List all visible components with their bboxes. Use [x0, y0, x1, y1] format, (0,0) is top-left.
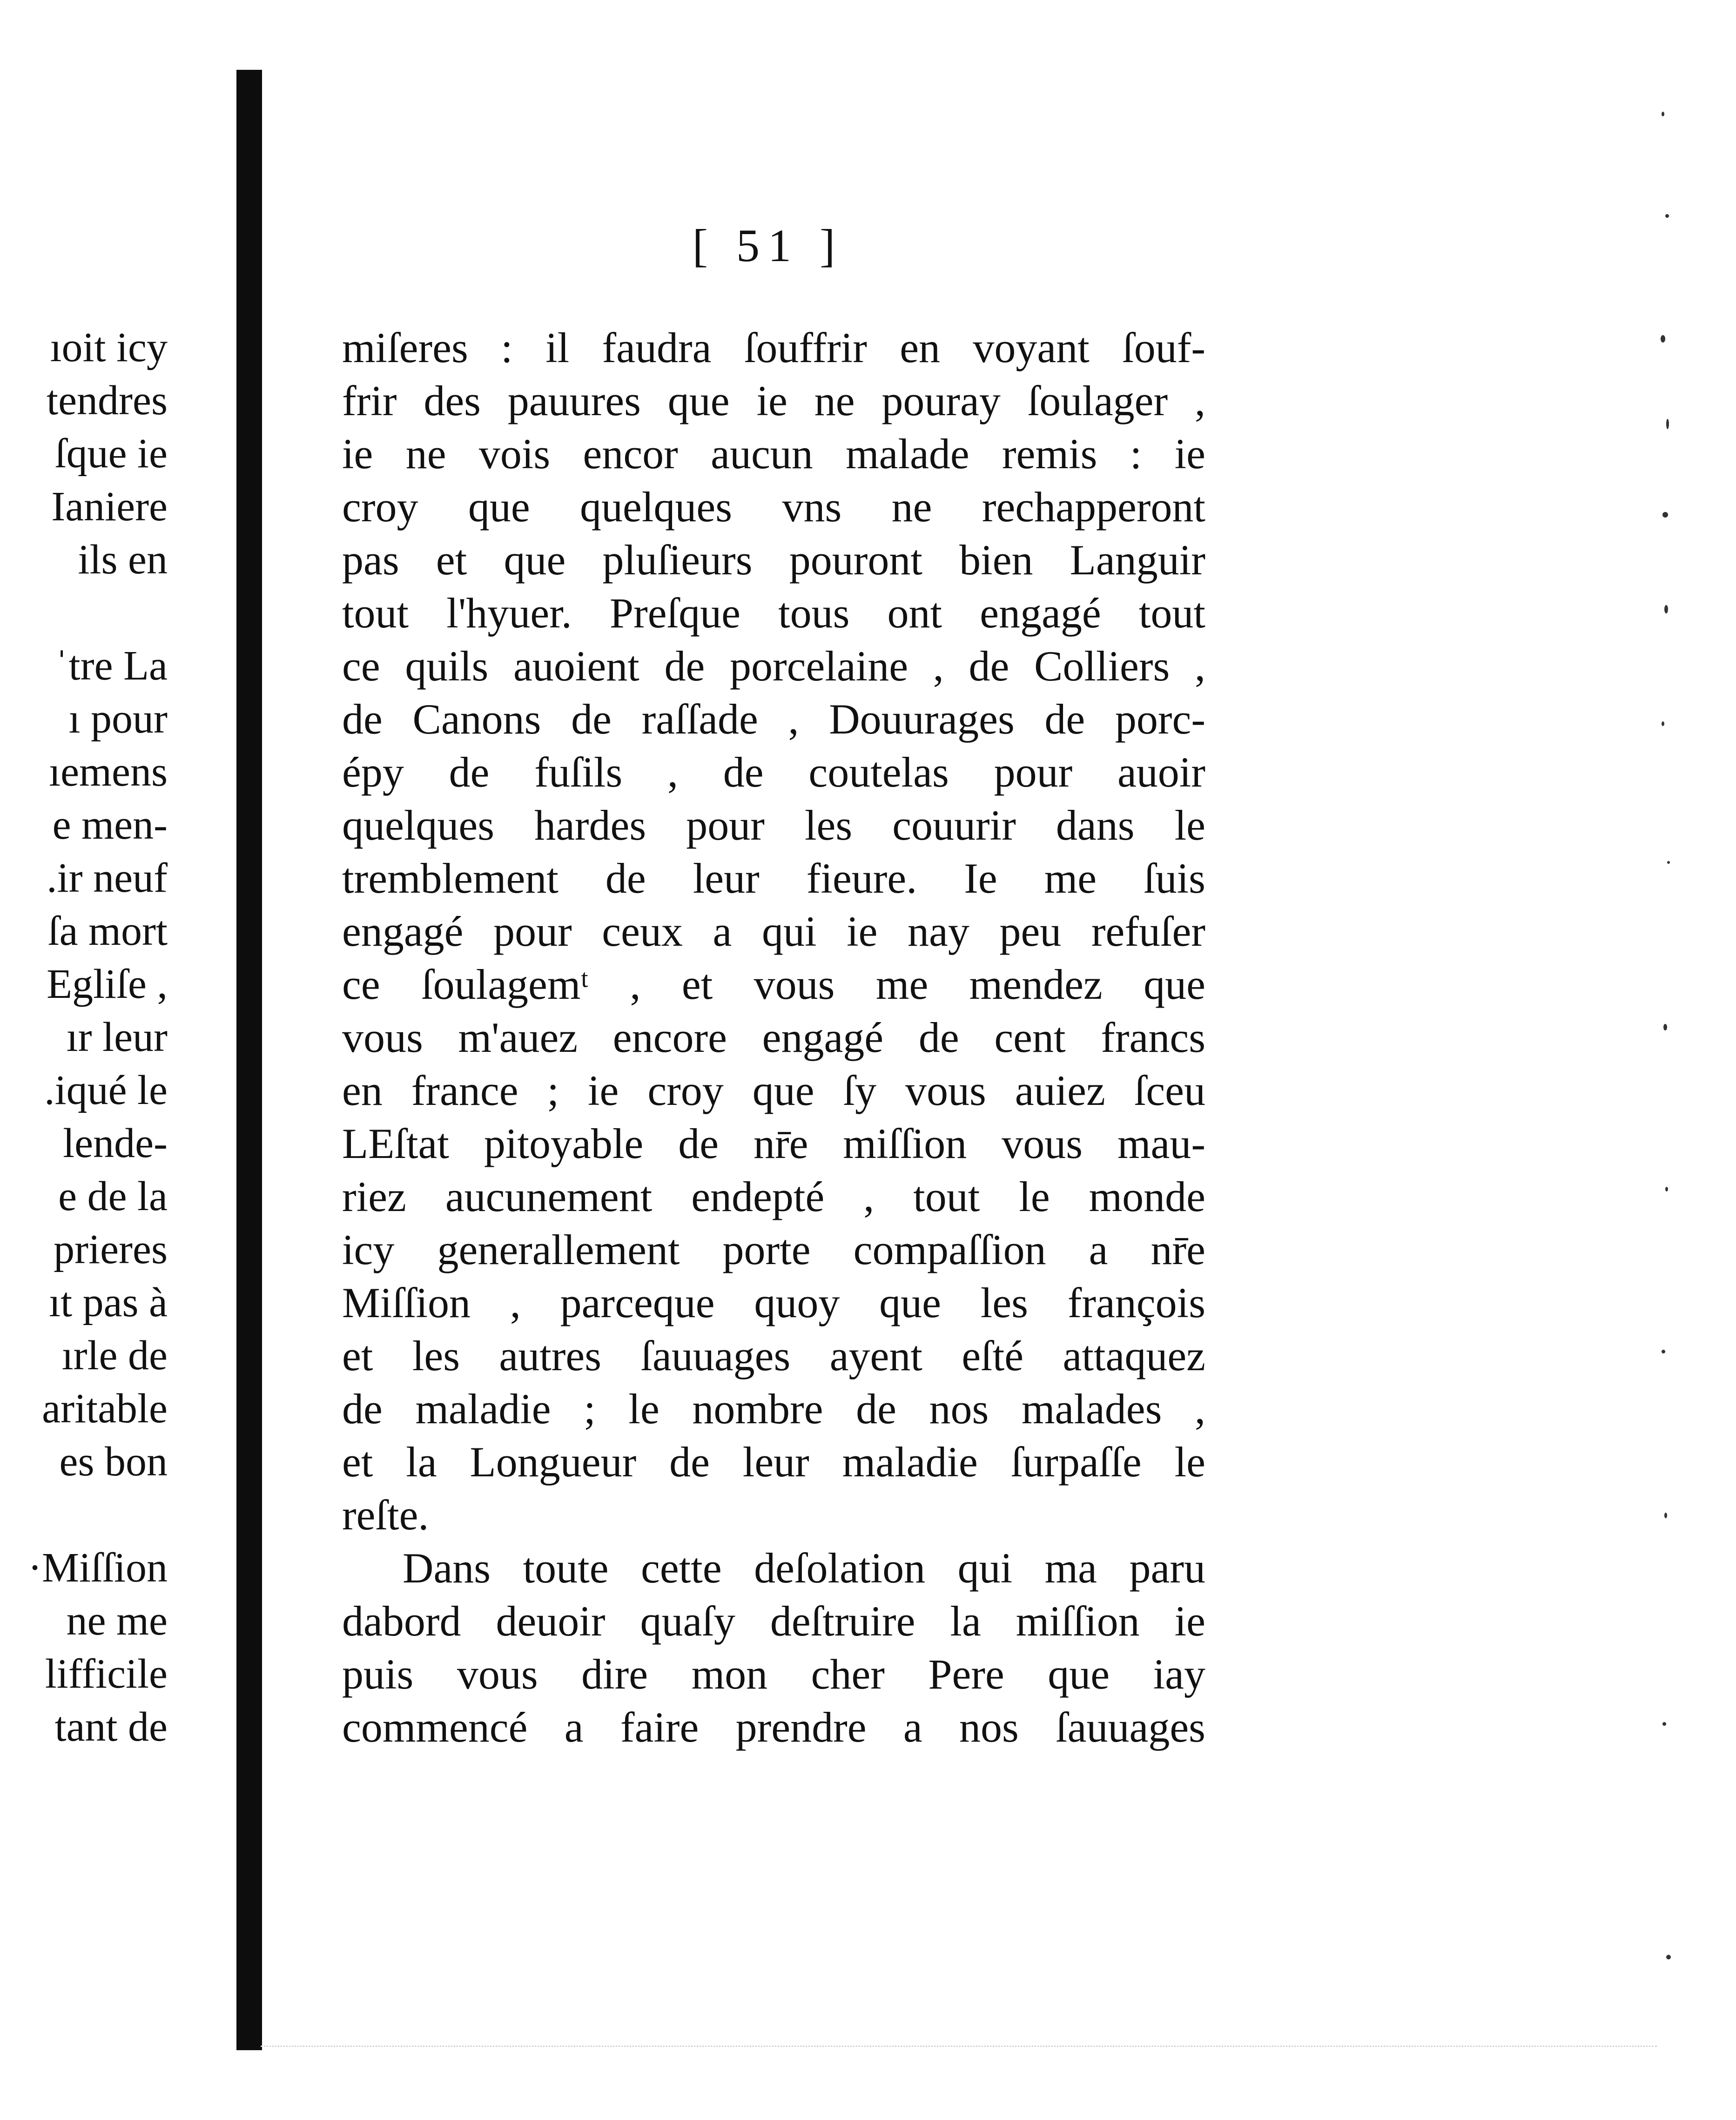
scan-speck [1666, 1955, 1671, 1959]
facing-line: ſque ie [54, 431, 168, 477]
text-line: ce ſoulagemᵗ , et vous me mendez que [342, 961, 1205, 1008]
text-line: pas et que pluſieurs pouront bien Languir [342, 536, 1205, 584]
text-line: de Canons de raſſade , Douurages de porc- [342, 695, 1205, 743]
text-line: LEſtat pitoyable de nr̄e miſſion vous mau- [342, 1120, 1205, 1167]
scan-speck [1662, 721, 1664, 726]
facing-line [0, 586, 168, 639]
page-number: [ 51 ] [692, 220, 844, 271]
facing-line: prieres [54, 1226, 168, 1272]
text-line: engagé pour ceux a qui ie nay peu refuſer [342, 908, 1205, 955]
facing-line: Egliſe , [47, 961, 168, 1007]
facing-line: ıemens [49, 749, 168, 795]
text-line: commencé a faire prendre a nos ſauuages [342, 1703, 1205, 1751]
facing-line: es bon [59, 1439, 168, 1485]
facing-line: ıoit icy [50, 324, 168, 370]
text-line: vous m'auez encore engagé de cent francs [342, 1014, 1205, 1061]
facing-line: tendres [47, 377, 168, 424]
scan-bottom-edge [261, 2046, 1657, 2049]
facing-line: e de la [58, 1173, 168, 1219]
text-line: tremblement de leur fieure. Ie me ſuis [342, 855, 1205, 902]
gutter-shadow-bar [236, 70, 262, 2050]
scan-speck [1662, 512, 1668, 518]
text-line: riez aucunement endepté , tout le monde [342, 1173, 1205, 1220]
text-line: Miſſion , parceque quoy que les françois [342, 1279, 1205, 1326]
scan-speck [1664, 1513, 1667, 1518]
text-line: reſte. [342, 1491, 429, 1539]
facing-line: ı pour [68, 696, 168, 742]
facing-line: aritable [42, 1386, 168, 1432]
facing-line: Ianiere [51, 484, 168, 530]
text-line: épy de fuſils , de coutelas pour auoir [342, 748, 1205, 796]
text-line: tout l'hyuer. Preſque tous ont engagé tout [342, 589, 1205, 637]
facing-line: ils en [78, 537, 168, 583]
facing-line: ſa mort [47, 908, 168, 954]
scan-speck [1665, 1187, 1668, 1191]
text-line: et la Longueur de leur maladie ſurpaſſe le [342, 1438, 1205, 1486]
text-line: miſeres : il faudra ſouffrir en voyant ſouf- [342, 324, 1205, 371]
text-line: en france ; ie croy que ſy vous auiez ſceu [342, 1067, 1205, 1114]
facing-line: ır leur [66, 1014, 168, 1060]
scan-speck [1663, 1024, 1667, 1030]
facing-line: ˈtre La [54, 643, 168, 689]
text-line: frir des pauures que ie ne pouray ſoulager , [342, 377, 1205, 424]
text-line: croy que quelques vns ne rechapperont [342, 483, 1205, 531]
text-line: et les autres ſauuages ayent eſté attaquez [342, 1332, 1205, 1380]
text-line: dabord deuoir quaſy deſtruire la miſſion ie [342, 1597, 1205, 1645]
text-line: ie ne vois encor aucun malade remis : ie [342, 430, 1205, 478]
main-text-block [342, 321, 1205, 1754]
facing-page-fragment [0, 321, 168, 1754]
facing-line: ·Miſſion [27, 1545, 168, 1591]
text-line: icy generallement porte compaſſion a nr̄e [342, 1226, 1205, 1273]
facing-line: .iqué le [44, 1067, 168, 1113]
scan-speck [1662, 1722, 1666, 1726]
paragraph-first-line: Dans toute cette deſolation qui ma paru [403, 1544, 1205, 1592]
facing-line [0, 1488, 168, 1541]
facing-line: ne me [66, 1598, 168, 1644]
text-line: de maladie ; le nombre de nos malades , [342, 1385, 1205, 1433]
scan-speck [1665, 214, 1669, 218]
scan-speck [1662, 1350, 1665, 1353]
facing-line: e men- [52, 802, 168, 848]
facing-line: ıt pas à [49, 1279, 168, 1326]
scan-speck [1664, 605, 1668, 613]
scan-edge-noise [1657, 93, 1675, 2048]
facing-line: lifficile [45, 1651, 168, 1697]
facing-line: lende- [63, 1120, 168, 1166]
facing-line: .ir neuf [47, 855, 168, 901]
scan-speck [1662, 112, 1664, 116]
facing-line: ırle de [61, 1333, 168, 1379]
scan-speck [1667, 861, 1670, 864]
facing-line: tant de [54, 1704, 168, 1750]
scan-speck [1666, 419, 1669, 429]
text-line: ce quils auoient de porcelaine , de Colliers , [342, 642, 1205, 690]
text-line: quelques hardes pour les couurir dans le [342, 801, 1205, 849]
scan-speck [1661, 335, 1665, 343]
text-line: puis vous dire mon cher Pere que iay [342, 1650, 1205, 1698]
